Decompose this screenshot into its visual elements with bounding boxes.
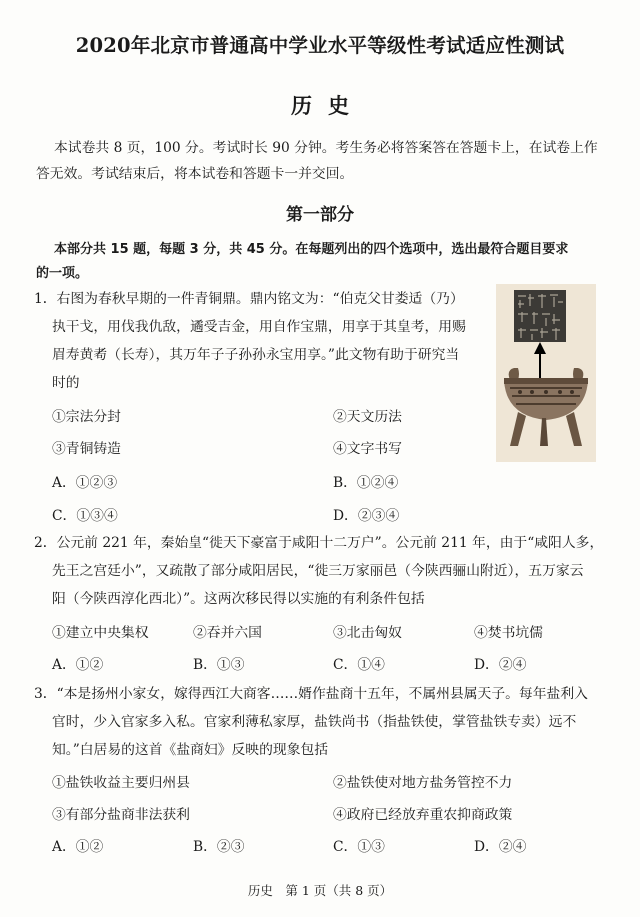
q2-stem-line-1: 2．公元前 221 年，秦始皇“徙天下豪富于咸阳十二万户”。公元前 211 年，由于“咸阳人多， [34, 535, 604, 551]
q1-stem-line-3: 眉寿黄耇（长寿），其万年子子孙孙永宝用享。”此文物有助于研究当 [52, 347, 460, 363]
q3-item-3: ③有部分盐商非法获利 [52, 807, 190, 823]
q3-choice-d: D．②④ [474, 839, 527, 855]
q1-stem-line-2: 执干戈，用伐我仇敌，遹受吉金，用自作宝鼎，用享于其皇考，用赐 [52, 319, 466, 335]
q1-item-3: ③青铜铸造 [52, 441, 121, 457]
q2-choice-d: D．②④ [474, 657, 527, 673]
q1-choice-c: C．①③④ [52, 508, 118, 524]
q1-item-1: ①宗法分封 [52, 409, 121, 425]
q3-item-4: ④政府已经放弃重农抑商政策 [333, 807, 513, 823]
q1-choice-b: B．①②④ [333, 475, 399, 491]
q3-stem-line-2: 官时，少入官家多入私。官家利薄私家厚，盐铁尚书（指盐铁使，掌管盐铁专卖）远不 [52, 714, 577, 730]
part-title: 第一部分 [286, 205, 354, 225]
q2-choice-a: A．①② [52, 657, 104, 673]
q1-item-4: ④文字书写 [333, 441, 402, 457]
part-instruction-2: 的一项。 [36, 266, 89, 281]
q3-choice-c: C．①③ [333, 839, 385, 855]
page-footer: 历史 第 1 页（共 8 页） [247, 883, 393, 898]
q2-item-1: ①建立中央集权 [52, 625, 149, 641]
q1-choice-a: A．①②③ [52, 475, 118, 491]
q2-choice-b: B．①③ [193, 657, 245, 673]
q1-stem-line-4: 时的 [52, 375, 80, 391]
q1-item-2: ②天文历法 [333, 409, 402, 425]
q3-stem-line-3: 知。”白居易的这首《盐商妇》反映的现象包括 [52, 742, 329, 758]
q2-item-4: ④焚书坑儒 [474, 625, 543, 641]
q3-choice-a: A．①② [52, 839, 104, 855]
q2-item-3: ③北击匈奴 [333, 625, 402, 641]
q2-choice-c: C．①④ [333, 657, 385, 673]
q2-item-2: ②吞并六国 [193, 625, 262, 641]
bronze-ding-image [496, 284, 596, 462]
subject-title: 历史 [291, 93, 365, 118]
q3-choice-b: B．②③ [193, 839, 245, 855]
q3-stem-line-1: 3．“本是扬州小家女，嫁得西江大商客……婿作盐商十五年，不属州县属天子。每年盐利入 [34, 686, 588, 702]
intro-line-1: 本试卷共 8 页，100 分。考试时长 90 分钟。考生务必将答案答在答题卡上，在试卷上作 [54, 140, 598, 156]
q3-item-2: ②盐铁使对地方盐务管控不力 [333, 775, 513, 791]
page-title: 2020年北京市普通高中学业水平等级性考试适应性测试 [75, 34, 565, 57]
part-instruction-1: 本部分共 15 题，每题 3 分，共 45 分。在每题列出的四个选项中，选出最符合题目要求 [54, 242, 569, 257]
q2-stem-line-2: 先王之宫廷小”，又疏散了部分咸阳居民，“徙三万家丽邑（今陕西骊山附近），五万家云 [52, 563, 584, 579]
q1-choice-d: D．②③④ [333, 508, 400, 524]
q3-item-1: ①盐铁收益主要归州县 [52, 775, 190, 791]
q2-stem-line-3: 阳（今陕西淳化西北）”。这两次移民得以实施的有利条件包括 [52, 591, 425, 607]
intro-line-2: 答无效。考试结束后，将本试卷和答题卡一并交回。 [36, 166, 354, 182]
q1-stem-line-1: 1．右图为春秋早期的一件青铜鼎。鼎内铭文为：“伯克父甘娄适（乃） [34, 291, 464, 307]
